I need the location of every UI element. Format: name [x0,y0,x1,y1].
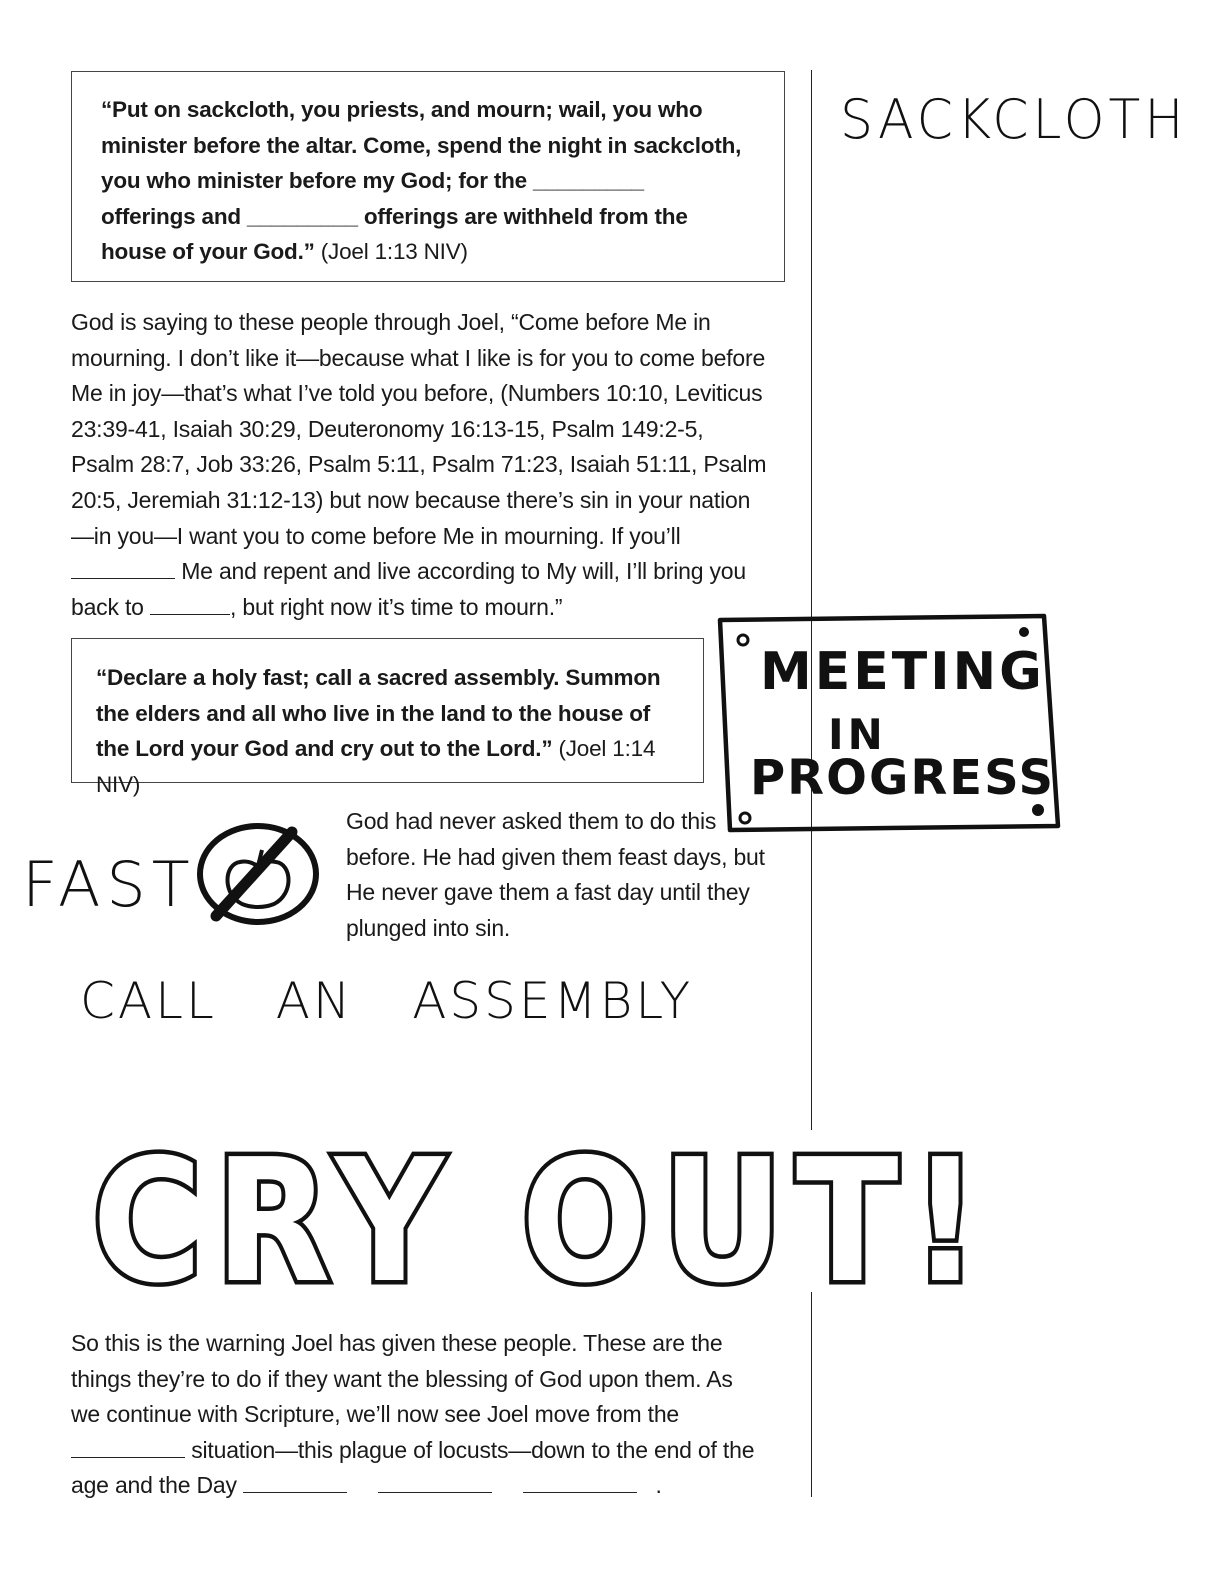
sign-line-2: IN [828,710,887,759]
paragraph-2-text: God had never asked them to do this before. He had given them feast days, but He never gave them a fast day until they plunged into sin. [346,808,765,941]
fast-doodle: FAST [22,848,196,921]
scripture-quote-box-2 [71,638,704,797]
divider-line-bottom [811,1292,812,1497]
call-assembly-doodle: CALL AN ASSEMBLY [80,972,694,1030]
fill-in-blank[interactable] [523,1472,637,1494]
cry-out-text: CRY OUT! [92,1123,992,1321]
paragraph-warning [71,1326,761,1504]
scripture-quote-box-1 [71,71,785,282]
paragraph-1-text-b: Me and repent and live according to My will, I’ll bring you back to [71,558,746,620]
sign-line-1: MEETING [760,642,1045,702]
quote-1-reference: (Joel 1:13 NIV) [320,239,468,264]
quote-2-reference: (Joel 1:14 NIV) [96,736,656,797]
no-food-icon [194,822,324,926]
paragraph-1-text: God is saying to these people through Joel, “Come before Me in mourning. I don’t like it—because what I like is for you to come before Me in joy—that’s what I’ve told you before, (Numbers 10:10, Leviticus 23:39-41, Isaiah 30:29, Deuteronomy 16:13-15, Psalm 149:2-5, Psalm 28:7, Job 33:26, Psalm 5:11, Psalm 71:23, Isaiah 51:11, Psalm 20:5, Jeremiah 31:12-13) but now because there’s sin in your nation—in you—I want you to come before Me in mourning. If you’ll [71,309,767,549]
paragraph-fast-day [346,804,766,946]
paragraph-1-text-c: , but right now it’s time to mourn.” [229,593,563,620]
fill-in-blank[interactable] [378,1472,492,1494]
paragraph-mourning [71,305,771,625]
fill-in-blank[interactable] [71,1436,185,1458]
quote-2-text: “Declare a holy fast; call a sacred assembly. Summon the elders and all who live in the land to the house of the Lord your God and cry out to the Lord.” [96,665,661,761]
fill-in-blank[interactable] [71,557,175,579]
paragraph-3-text-b: situation—this plague of locusts—down to the end of the age and the Day [71,1436,755,1499]
meeting-sign [716,612,1062,834]
fill-in-blank[interactable] [243,1472,347,1494]
paragraph-3-end: . [655,1472,662,1499]
divider-line-top [811,70,812,1130]
cry-out-doodle [90,1123,1000,1321]
quote-1-text: “Put on sackcloth, you priests, and mourn; wail, you who minister before the altar. Come, spend the night in sackcloth, you who minister before my God; for the _________ offerings and _________ offerings are withheld from the house of your God.” [101,97,742,264]
sackcloth-doodle: SACKCLOTH [840,88,1188,152]
sign-line-3: PROGRESS [750,750,1056,806]
fill-in-blank[interactable] [150,593,230,615]
paragraph-3-text: So this is the warning Joel has given these people. These are the things they’re to do if they want the blessing of God upon them. As we continue with Scripture, we’ll now see Joel move from the [71,1330,733,1428]
